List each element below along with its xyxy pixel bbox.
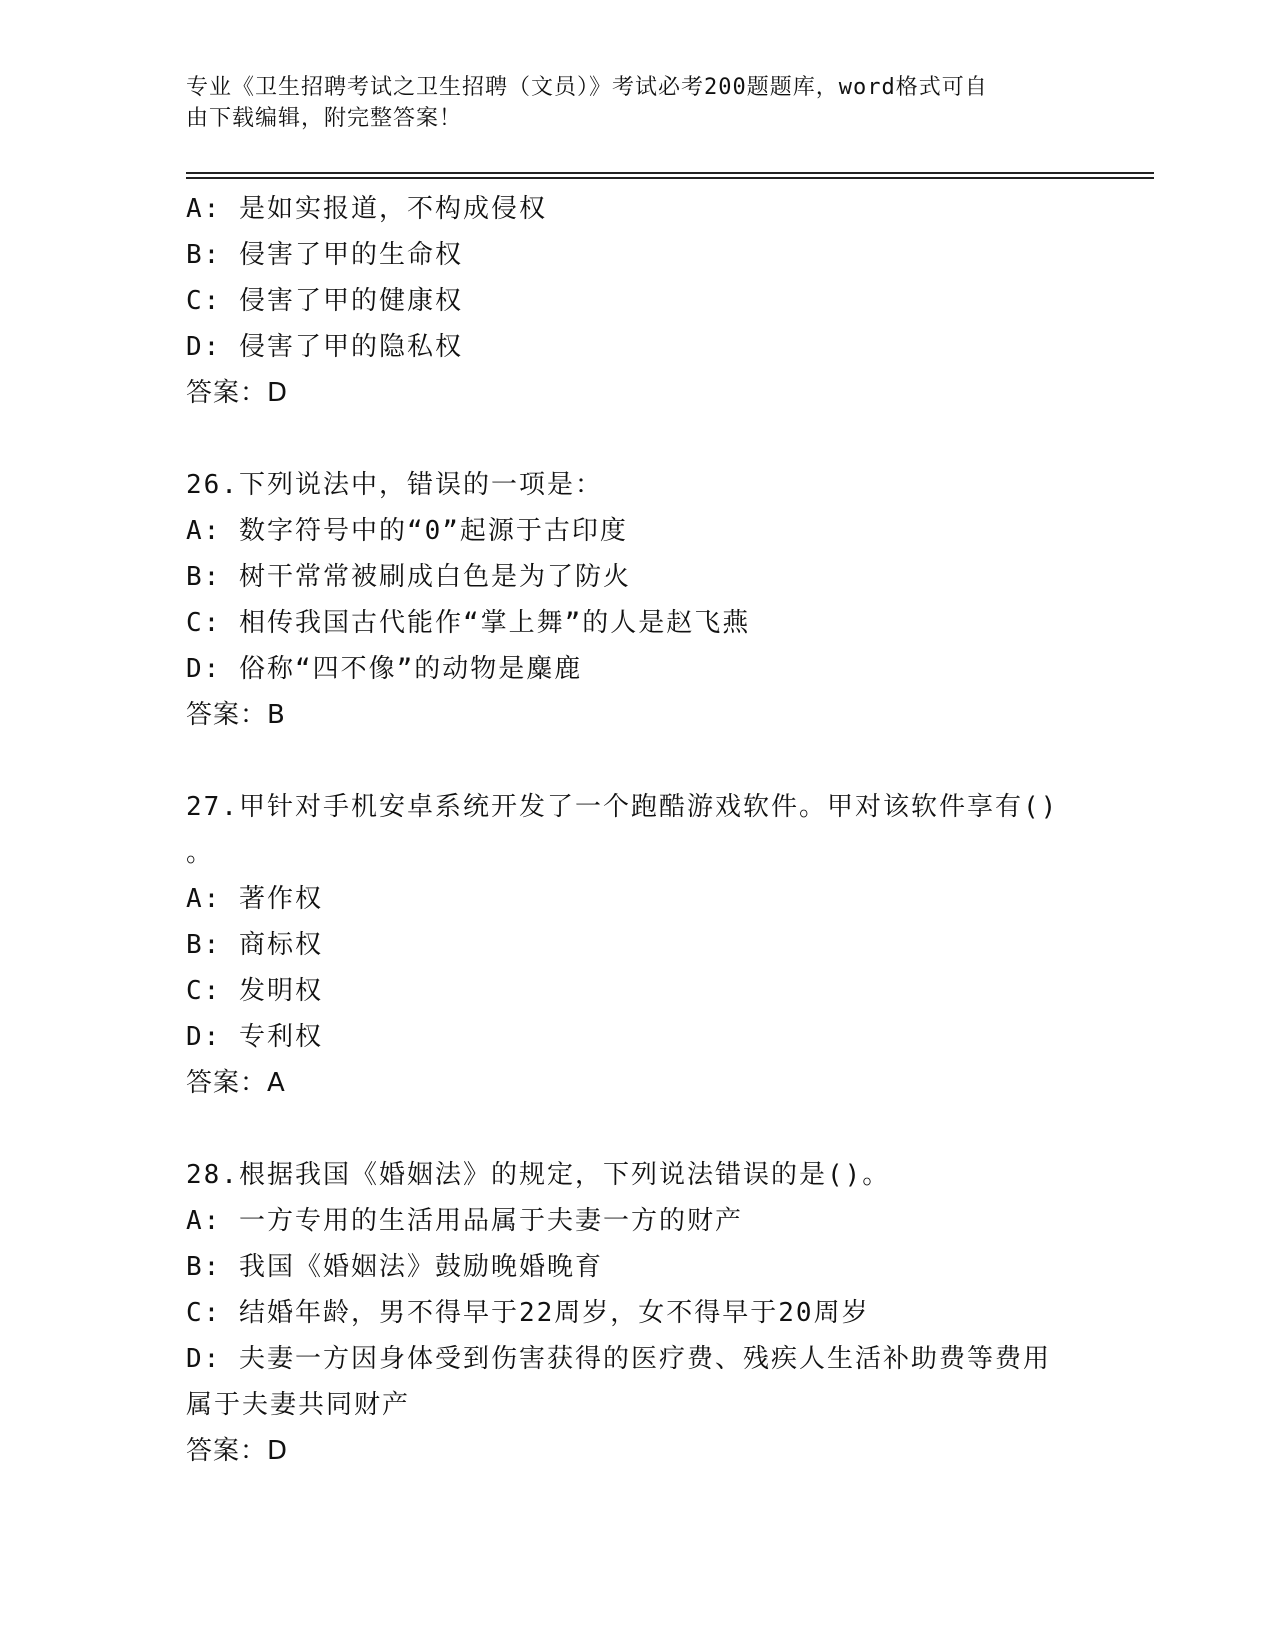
option-b: B: 侵害了甲的生命权 <box>186 240 463 270</box>
option-a: A: 著作权 <box>186 884 323 914</box>
answer: 答案：B <box>186 700 286 730</box>
option-b: B: 我国《婚姻法》鼓励晚婚晚育 <box>186 1252 603 1282</box>
header-line-1: 专业《卫生招聘考试之卫生招聘（文员）》考试必考200题题库，word格式可自 <box>186 75 988 100</box>
question-stem: 28.根据我国《婚姻法》的规定，下列说法错误的是()。 <box>186 1160 891 1190</box>
question-stem: 27.甲针对手机安卓系统开发了一个跑酷游戏软件。甲对该软件享有() <box>186 792 1059 822</box>
answer: 答案：D <box>186 378 289 408</box>
option-c: C: 侵害了甲的健康权 <box>186 286 463 316</box>
question-25 <box>186 186 1086 416</box>
option-a: A: 是如实报道，不构成侵权 <box>186 194 547 224</box>
document-header <box>186 72 1066 134</box>
option-d: D: 侵害了甲的隐私权 <box>186 332 463 362</box>
option-d: D: 专利权 <box>186 1022 323 1052</box>
option-d: D: 俗称“四不像”的动物是麋鹿 <box>186 654 583 684</box>
option-d: D: 夫妻一方因身体受到伤害获得的医疗费、残疾人生活补助费等费用 <box>186 1344 1051 1374</box>
option-b: B: 树干常常被刷成白色是为了防火 <box>186 562 631 592</box>
option-a: A: 数字符号中的“0”起源于古印度 <box>186 516 628 546</box>
option-c: C: 相传我国古代能作“掌上舞”的人是赵飞燕 <box>186 608 751 638</box>
question-26 <box>186 462 1086 738</box>
question-28 <box>186 1152 1086 1474</box>
question-stem-continued: 。 <box>186 838 215 868</box>
header-rule-bottom <box>186 177 1154 179</box>
option-c: C: 结婚年龄，男不得早于22周岁，女不得早于20周岁 <box>186 1298 870 1328</box>
option-a: A: 一方专用的生活用品属于夫妻一方的财产 <box>186 1206 743 1236</box>
header-line-2: 由下载编辑，附完整答案！ <box>186 106 463 131</box>
option-b: B: 商标权 <box>186 930 323 960</box>
option-c: C: 发明权 <box>186 976 323 1006</box>
option-d-continued: 属于夫妻共同财产 <box>186 1390 411 1420</box>
answer: 答案：D <box>186 1436 289 1466</box>
question-27 <box>186 784 1086 1106</box>
header-rule-top <box>186 172 1154 174</box>
question-stem: 26.下列说法中，错误的一项是： <box>186 470 603 500</box>
answer: 答案：A <box>186 1068 286 1098</box>
question-list <box>186 186 1086 1474</box>
